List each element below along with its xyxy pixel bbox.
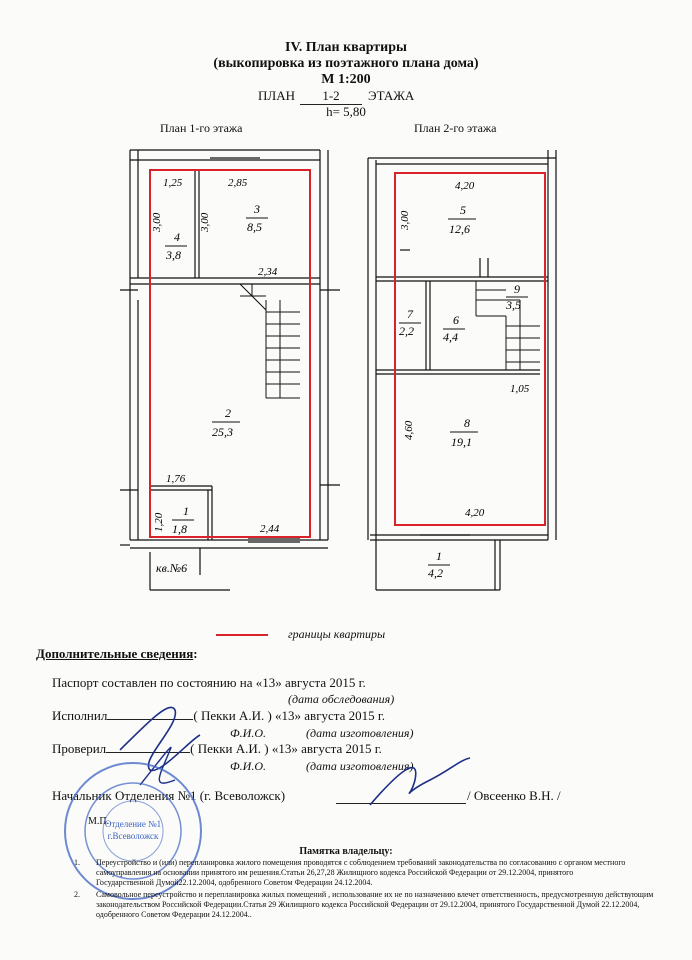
memo-item-1-number: 1. <box>74 858 80 867</box>
room-balcony-num: 1 <box>436 549 442 563</box>
svg-text:Отделение №1: Отделение №1 <box>104 819 162 829</box>
head-signature <box>370 758 470 805</box>
executed-line: Исполнил ( Пекки А.И. ) «13» августа 2015 г. <box>52 708 386 723</box>
doc-title: IV. План квартиры <box>285 40 407 55</box>
room-1-num: 1 <box>183 504 189 518</box>
room-9-num: 9 <box>514 282 520 296</box>
memo-item-1: Переустройство и (или) перепланировка жилого помещения проводятся с соблюдением требований законодательства по согласованию с органом местного самоуправления на основании принятого им решения.Статьи 26,27,28 Жилищного кодекса Российской Федерации от 29.12.2004, принятого Государственной Думой22.12.2004, одобренного Советом Федерации 24.12.2004. <box>96 858 626 887</box>
head-name: / Овсеенко В.Н. / <box>467 788 561 803</box>
floor2-boundary <box>395 173 545 525</box>
dim-7: 1,20 <box>153 512 165 532</box>
seal-mp: М.П. <box>88 816 110 827</box>
head-line: Начальник Отделения №1 (г. Всеволожск) <box>52 788 286 803</box>
room-8-area: 19,1 <box>451 435 472 449</box>
plan-label: ПЛАН <box>258 88 295 103</box>
room-2-area: 25,3 <box>212 425 233 439</box>
neighbor-apartment: кв.№6 <box>156 561 188 575</box>
svg-text:г.Всеволожск: г.Всеволожск <box>107 831 159 841</box>
room-6-num: 6 <box>453 313 459 327</box>
floor2-title: План 2-го этажа <box>414 121 497 135</box>
room-4-num: 4 <box>174 230 180 244</box>
room-4-area: 3,8 <box>166 248 181 262</box>
room-7-area: 2,2 <box>399 324 414 338</box>
memo-item-2: Самовольное переустройство и перепланировка жилых помещений , использование их не по назначению влечет ответственность, предусмотренную действующим законодательством Российской Федерации.Статья 29 Жилищного кодекса Российской Федерации от 29.12.2004, принятого Государственной Думой 22.12.2004, одобренного Советом Федерации 24.12.2004.. <box>96 890 654 919</box>
memo-item-2-number: 2. <box>74 890 80 899</box>
dim-8: 2,44 <box>260 523 280 535</box>
checked-fio: Ф.И.О. <box>230 759 266 773</box>
room-3-area: 8,5 <box>247 220 262 234</box>
room-5-num: 5 <box>460 203 466 217</box>
dim-f2-2: 3,00 <box>399 210 411 230</box>
room-8-num: 8 <box>464 416 470 430</box>
passport-line: Паспорт составлен по состоянию на «13» августа 2015 г. <box>52 675 366 690</box>
room-balcony-area: 4,2 <box>428 566 443 580</box>
room-2-num: 2 <box>225 406 231 420</box>
dim-4: 3,00 <box>199 212 211 232</box>
additional-heading: Дополнительные сведения: <box>36 646 198 661</box>
dim-f2-1: 4,20 <box>455 180 475 192</box>
plan-floors-label: ЭТАЖА <box>368 88 415 103</box>
memo-heading: Памятка владельцу: <box>299 846 393 857</box>
dim-f2-4: 4,60 <box>403 420 415 440</box>
dim-f2-5: 4,20 <box>465 507 485 519</box>
executed-fio: Ф.И.О. <box>230 726 266 740</box>
floor1-stairs <box>240 284 300 398</box>
dim-5: 2,34 <box>258 266 278 278</box>
passport-note: (дата обследования) <box>288 692 395 706</box>
plan-height: h= 5,80 <box>326 104 366 119</box>
room-5-area: 12,6 <box>449 222 470 236</box>
room-6-area: 4,4 <box>443 330 458 344</box>
executed-made: (дата изготовления) <box>306 726 414 740</box>
doc-subtitle: (выкопировка из поэтажного плана дома) <box>213 56 479 71</box>
legend-line <box>216 634 268 636</box>
dim-3: 3,00 <box>151 212 163 232</box>
room-9-area: 3,5 <box>506 298 521 312</box>
plan-floors: 1-2 <box>300 88 362 105</box>
checked-made: (дата изготовления) <box>306 759 414 773</box>
dim-6: 1,76 <box>166 473 186 485</box>
room-1-area: 1,8 <box>172 522 187 536</box>
doc-scale: М 1:200 <box>321 72 371 87</box>
floor1-title: План 1-го этажа <box>160 121 243 135</box>
floor2-stairs <box>476 281 540 370</box>
dim-f2-3: 1,05 <box>510 383 530 395</box>
room-7-num: 7 <box>407 307 413 321</box>
room-3-num: 3 <box>254 202 260 216</box>
dim-1: 1,25 <box>163 177 183 189</box>
dim-2: 2,85 <box>228 177 248 189</box>
checked-line: Проверил ( Пекки А.И. ) «13» августа 2015 г. <box>52 741 382 756</box>
legend-label: границы квартиры <box>288 627 386 641</box>
